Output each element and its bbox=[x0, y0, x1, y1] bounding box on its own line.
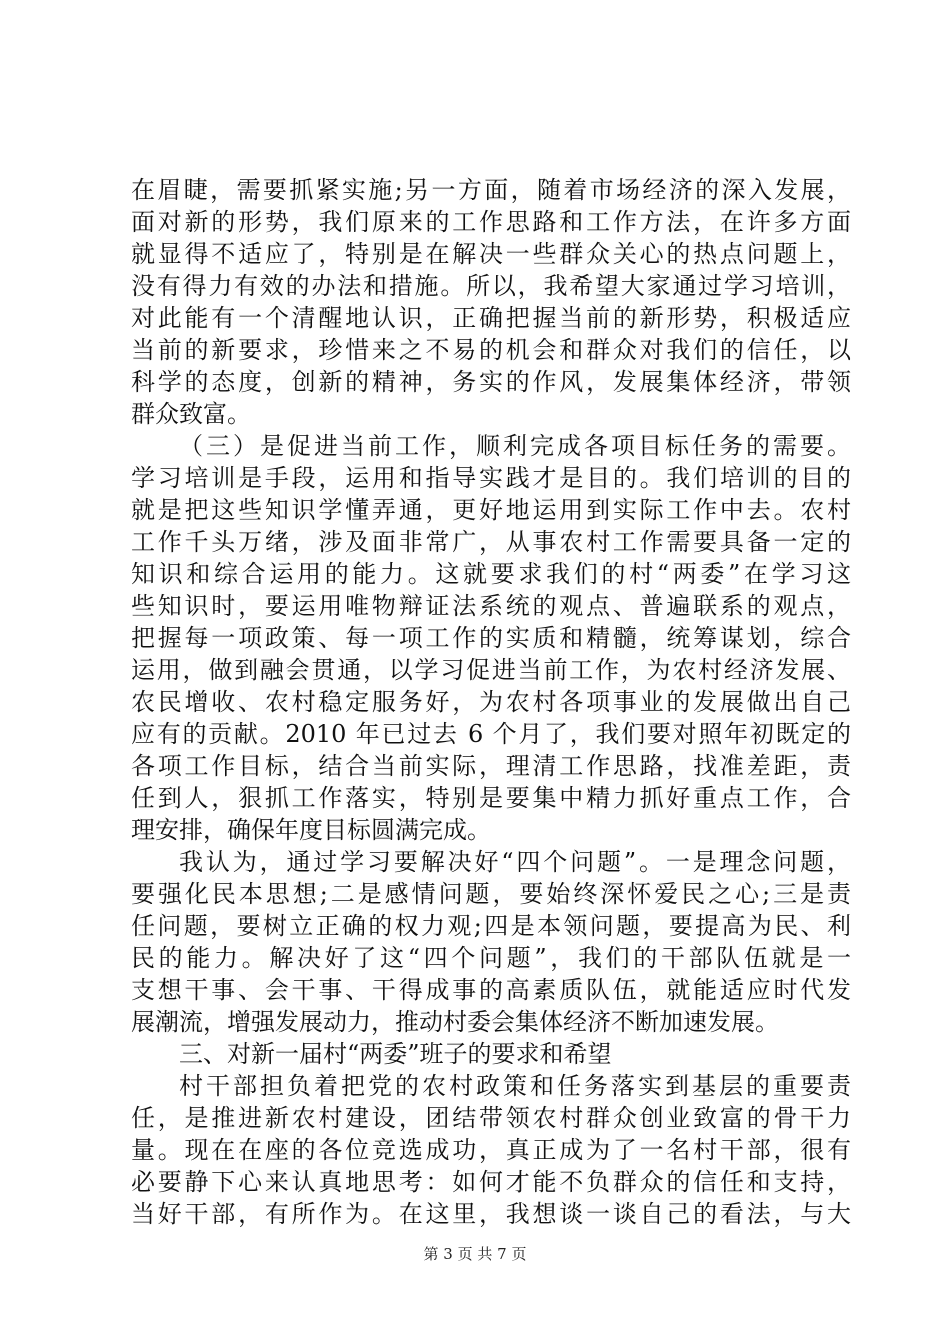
text-line: 民的能力。解决好了这“四个问题”，我们的干部队伍就是一 bbox=[131, 944, 851, 972]
text-line: 在眉睫，需要抓紧实施;另一方面，随着市场经济的深入发展， bbox=[131, 176, 851, 204]
text-line: 对此能有一个清醒地认识，正确把握当前的新形势，积极适应 bbox=[131, 304, 851, 332]
document-body bbox=[131, 174, 851, 1230]
text-line: 展潮流，增强发展动力，推动村委会集体经济不断加速发展。 bbox=[131, 1008, 779, 1036]
text-line: 要强化民本思想;二是感情问题，要始终深怀爱民之心;三是责 bbox=[131, 880, 851, 908]
text-line: 任问题，要树立正确的权力观;四是本领问题，要提高为民、利 bbox=[131, 912, 851, 940]
text-line: 应有的贡献。2010 年已过去 6 个月了，我们要对照年初既定的 bbox=[131, 720, 851, 748]
text-line: 理安排，确保年度目标圆满完成。 bbox=[131, 816, 491, 844]
text-line: 三、对新一届村“两委”班子的要求和希望 bbox=[179, 1040, 612, 1068]
text-line: 村干部担负着把党的农村政策和任务落实到基层的重要责 bbox=[179, 1072, 851, 1100]
text-line: 当好干部，有所作为。在这里，我想谈一谈自己的看法，与大 bbox=[131, 1200, 851, 1228]
text-line: 没有得力有效的办法和措施。所以，我希望大家通过学习培训， bbox=[131, 272, 851, 300]
text-line: 就是把这些知识学懂弄通，更好地运用到实际工作中去。农村 bbox=[131, 496, 851, 524]
text-line: 就显得不适应了，特别是在解决一些群众关心的热点问题上， bbox=[131, 240, 851, 268]
text-line: 我认为，通过学习要解决好“四个问题”。一是理念问题， bbox=[179, 848, 851, 876]
text-line: 运用，做到融会贯通，以学习促进当前工作，为农村经济发展、 bbox=[131, 656, 851, 684]
text-line: 任到人，狠抓工作落实，特别是要集中精力抓好重点工作，合 bbox=[131, 784, 851, 812]
text-line: 知识和综合运用的能力。这就要求我们的村“两委”在学习这 bbox=[131, 560, 851, 588]
text-line: 把握每一项政策、每一项工作的实质和精髓，统筹谋划，综合 bbox=[131, 624, 851, 652]
text-line: 面对新的形势，我们原来的工作思路和工作方法，在许多方面 bbox=[131, 208, 851, 236]
text-line: 群众致富。 bbox=[131, 400, 251, 428]
text-line: 各项工作目标，结合当前实际，理清工作思路，找准差距，责 bbox=[131, 752, 851, 780]
text-line: 科学的态度，创新的精神，务实的作风，发展集体经济，带领 bbox=[131, 368, 851, 396]
text-line: 工作千头万绪，涉及面非常广，从事农村工作需要具备一定的 bbox=[131, 528, 851, 556]
text-line: 些知识时，要运用唯物辩证法系统的观点、普遍联系的观点， bbox=[131, 592, 851, 620]
text-line: 农民增收、农村稳定服务好，为农村各项事业的发展做出自己 bbox=[131, 688, 851, 716]
page-number-label: 第 3 页 共 7 页 bbox=[423, 1245, 527, 1263]
text-line: 量。现在在座的各位竞选成功，真正成为了一名村干部，很有 bbox=[131, 1136, 851, 1164]
text-line: 支想干事、会干事、干得成事的高素质队伍，就能适应时代发 bbox=[131, 976, 851, 1004]
text-line: 学习培训是手段，运用和指导实践才是目的。我们培训的目的 bbox=[131, 464, 851, 492]
text-line: 任，是推进新农村建设，团结带领农村群众创业致富的骨干力 bbox=[131, 1104, 851, 1132]
text-line: （三）是促进当前工作，顺利完成各项目标任务的需要。 bbox=[179, 432, 851, 460]
page-footer bbox=[0, 1244, 950, 1264]
text-line: 当前的新要求，珍惜来之不易的机会和群众对我们的信任，以 bbox=[131, 336, 851, 364]
text-line: 必要静下心来认真地思考：如何才能不负群众的信任和支持， bbox=[131, 1168, 851, 1196]
